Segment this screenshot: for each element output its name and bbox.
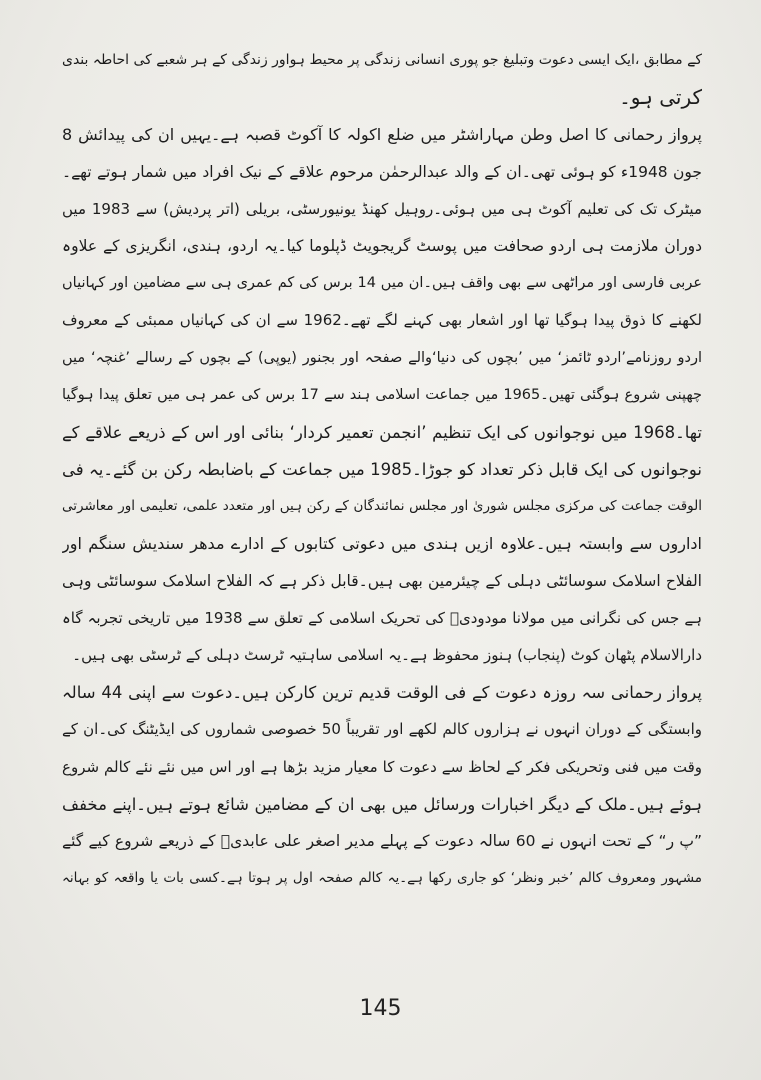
text-line: پرواز رحمانی سہ روزہ دعوت کے فی الوقت قدیم ترین کارکن ہیں۔دعوت سے اپنی 44 سالہ: [62, 683, 702, 703]
text-line: ”پ ر“ کے تحت انہوں نے 60 سالہ دعوت کے پہلے مدیر اصغر علی عابدیؒ کے ذریعے شروع کیے گئے: [62, 831, 702, 850]
text-line: چھپنی شروع ہوگئی تھیں۔1965 میں جماعت اسلامی ہند سے 17 برس کی عمر ہی میں تعلق پیدا ہوگیا: [62, 386, 702, 403]
text-line: ہوئے ہیں۔ملک کے دیگر اخبارات ورسائل میں بھی ان کے مضامین شائع ہوتے ہیں۔اپنے مخفف: [62, 794, 702, 814]
text-line: اداروں سے وابستہ ہیں۔علاوہ ازیں ہندی میں دعوتی کتابوں کے ادارے مدھر سندیش سنگم اور: [62, 534, 702, 554]
page-number: 145: [359, 996, 402, 1021]
text-line: لکھنے کا ذوق پیدا ہوگیا تھا اور اشعار بھی کہنے لگے تھے۔1962 سے ان کی کہانیاں ممبئی کے معروف: [62, 311, 702, 330]
text-line: ہے جس کی نگرانی میں مولانا مودودیؒ کی تحریک اسلامی کے تعلق سے 1938 میں تاریخی تجربہ گاہ: [62, 608, 702, 627]
text-line: نوجوانوں کی ایک قابل ذکر تعداد کو جوڑا۔1985 میں جماعت کے باضابطہ رکن بن گئے۔یہ فی: [62, 460, 702, 480]
text-line: الفلاح اسلامک سوسائٹی دہلی کے چیئرمین بھی ہیں۔قابل ذکر ہے کہ الفلاح اسلامک سوسائٹی وہی: [62, 571, 702, 590]
text-line: جون 1948ء کو ہوئی تھی۔ان کے والد عبدالرحمٰن مرحوم علاقے کے نیک افراد میں شمار ہوتے تھے۔: [62, 162, 702, 181]
text-line: دارالاسلام پٹھان کوٹ (پنجاب) ہنوز محفوظ ہے۔یہ اسلامی ساہتیہ ٹرسٹ دہلی کے ٹرسٹی بھی ہیں۔: [72, 646, 702, 664]
text-line: وابستگی کے دوران انہوں نے ہزاروں کالم لکھے اور تقریباً 50 خصوصی شماروں کی ایڈیٹنگ کی۔ان کے: [62, 720, 702, 739]
text-line: میٹرک تک کی تعلیم آکوٹ ہی میں ہوئی۔روہیل کھنڈ یونیورسٹی، بریلی (اتر پردیش) سے 1983 میں: [62, 199, 702, 218]
text-line: وقت میں فنی وتحریکی فکر کے لحاظ سے دعوت کا معیار مزید بڑھا ہے اور اس میں نئے نئے کالم شروع: [62, 757, 702, 776]
text-line: عربی فارسی اور مراٹھی سے بھی واقف ہیں۔ان میں 14 برس کی کم عمری ہی سے مضامین اور کہانیاں: [62, 275, 702, 292]
text-line: مشہور ومعروف کالم ’خبر ونظر‘ کو جاری رکھا ہے۔یہ کالم صفحہ اول پر ہوتا ہے۔کسی بات یا واقعہ کو بہانہ: [62, 870, 702, 887]
text-line: دوران ملازمت ہی اردو صحافت میں پوسٹ گریجویٹ ڈپلوما کیا۔یہ اردو، ہندی، انگریزی کے علاوہ: [62, 236, 702, 255]
urdu-text-block: [62, 42, 702, 897]
text-line: اردو روزنامے’اردو ٹائمز‘ میں ’بچوں کی دنیا‘والے صفحہ اور بجنور (یوپی) کے بچوں کے رسالے ’غنچہ‘ میں: [62, 349, 702, 366]
text-line: کے مطابق ،ایک ایسی دعوت وتبلیغ جو پوری انسانی زندگی پر محیط ہواور زندگی کے ہر شعبے کی احاطہ بندی: [62, 52, 702, 68]
text-line: پرواز رحمانی کا اصل وطن مہاراشٹر میں ضلع اکولہ کا آکوٹ قصبہ ہے۔یہیں ان کی پیدائش 8: [62, 125, 702, 145]
text-line: الوقت جماعت کی مرکزی مجلس شوریٰ اور مجلس نمائندگان کے رکن ہیں اور متعدد علمی، تعلیمی اور معاشرتی: [62, 498, 702, 515]
text-line: تھا۔1968 میں نوجوانوں کی ایک تنظیم ’انجمن تعمیر کردار‘ بنائی اور اس کے ذریعے علاقے کے: [62, 422, 702, 442]
text-line: کرتی ہو۔: [619, 85, 702, 110]
